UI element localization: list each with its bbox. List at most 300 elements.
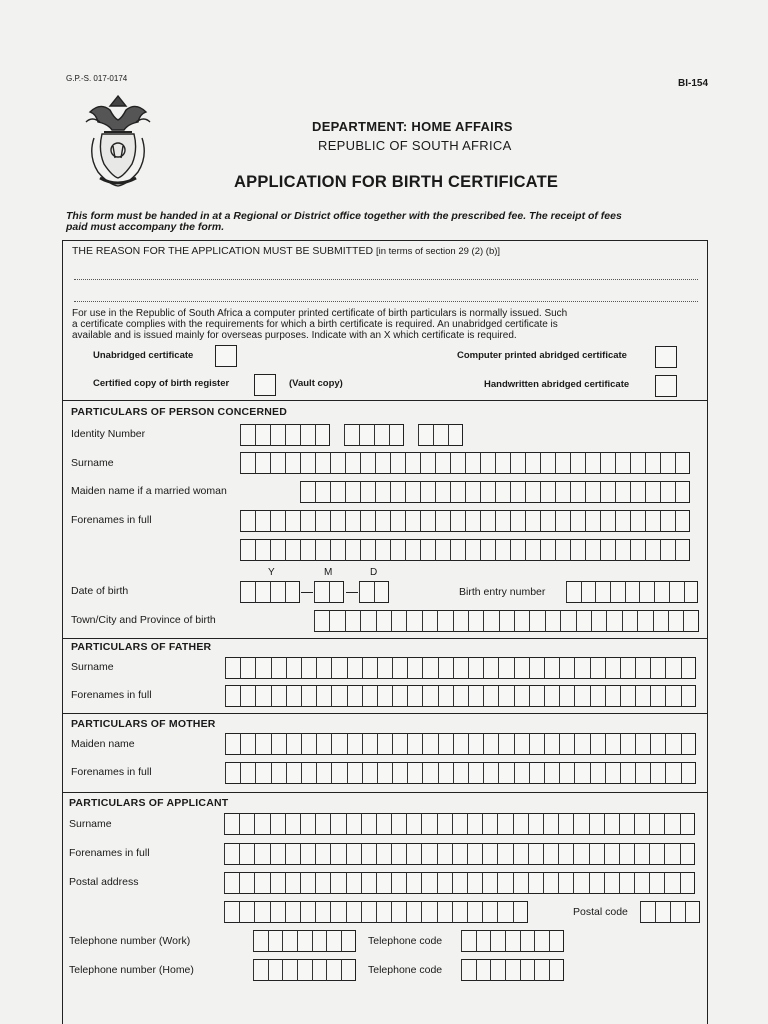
character-box[interactable] xyxy=(483,762,498,784)
character-box[interactable] xyxy=(683,610,698,632)
character-box[interactable] xyxy=(453,762,468,784)
character-box[interactable] xyxy=(660,539,675,561)
character-box[interactable] xyxy=(576,610,591,632)
character-box[interactable] xyxy=(555,510,570,532)
character-box[interactable] xyxy=(510,510,525,532)
father-forenames-field[interactable] xyxy=(225,685,696,707)
character-box[interactable] xyxy=(300,424,315,446)
character-box[interactable] xyxy=(585,481,600,503)
character-box[interactable] xyxy=(271,762,286,784)
character-box[interactable] xyxy=(341,959,356,981)
character-box[interactable] xyxy=(374,424,389,446)
character-box[interactable] xyxy=(405,539,420,561)
character-box[interactable] xyxy=(540,510,555,532)
character-box[interactable] xyxy=(326,959,341,981)
character-box[interactable] xyxy=(665,685,680,707)
character-box[interactable] xyxy=(468,762,483,784)
character-box[interactable] xyxy=(437,872,452,894)
unabridged-checkbox[interactable] xyxy=(215,345,237,367)
character-box[interactable] xyxy=(573,813,588,835)
character-box[interactable] xyxy=(498,762,513,784)
character-box[interactable] xyxy=(392,685,407,707)
character-box[interactable] xyxy=(559,762,574,784)
character-box[interactable] xyxy=(435,510,450,532)
postal-code-field[interactable] xyxy=(640,901,700,923)
character-box[interactable] xyxy=(574,733,589,755)
character-box[interactable] xyxy=(468,657,483,679)
character-box[interactable] xyxy=(505,930,520,952)
character-box[interactable] xyxy=(330,510,345,532)
character-box[interactable] xyxy=(482,813,497,835)
character-box[interactable] xyxy=(525,539,540,561)
character-box[interactable] xyxy=(510,481,525,503)
character-box[interactable] xyxy=(390,510,405,532)
character-box[interactable] xyxy=(407,657,422,679)
character-box[interactable] xyxy=(634,813,649,835)
character-box[interactable] xyxy=(255,581,270,603)
character-box[interactable] xyxy=(301,733,316,755)
character-box[interactable] xyxy=(300,539,315,561)
character-box[interactable] xyxy=(300,843,315,865)
character-box[interactable] xyxy=(362,685,377,707)
character-box[interactable] xyxy=(347,733,362,755)
character-box[interactable] xyxy=(362,733,377,755)
character-box[interactable] xyxy=(239,843,254,865)
character-box[interactable] xyxy=(465,510,480,532)
character-box[interactable] xyxy=(240,581,255,603)
character-box[interactable] xyxy=(528,843,543,865)
character-box[interactable] xyxy=(422,733,437,755)
character-box[interactable] xyxy=(555,452,570,474)
character-box[interactable] xyxy=(315,843,330,865)
character-box[interactable] xyxy=(453,733,468,755)
character-box[interactable] xyxy=(330,901,345,923)
character-box[interactable] xyxy=(498,733,513,755)
character-box[interactable] xyxy=(312,930,327,952)
character-box[interactable] xyxy=(610,581,625,603)
character-box[interactable] xyxy=(664,872,679,894)
character-box[interactable] xyxy=(437,813,452,835)
character-box[interactable] xyxy=(375,539,390,561)
character-box[interactable] xyxy=(268,959,283,981)
character-box[interactable] xyxy=(453,685,468,707)
character-box[interactable] xyxy=(505,959,520,981)
character-box[interactable] xyxy=(285,510,300,532)
character-box[interactable] xyxy=(347,685,362,707)
character-box[interactable] xyxy=(392,762,407,784)
character-box[interactable] xyxy=(497,872,512,894)
character-box[interactable] xyxy=(300,510,315,532)
character-box[interactable] xyxy=(513,901,528,923)
character-box[interactable] xyxy=(438,657,453,679)
character-box[interactable] xyxy=(589,872,604,894)
character-box[interactable] xyxy=(286,685,301,707)
character-box[interactable] xyxy=(314,581,329,603)
character-box[interactable] xyxy=(422,610,437,632)
character-box[interactable] xyxy=(590,685,605,707)
character-box[interactable] xyxy=(329,610,344,632)
character-box[interactable] xyxy=(345,481,360,503)
person-forenames-field-1[interactable] xyxy=(240,510,690,532)
character-box[interactable] xyxy=(375,510,390,532)
character-box[interactable] xyxy=(495,452,510,474)
character-box[interactable] xyxy=(359,581,374,603)
identity-number-part1[interactable] xyxy=(240,424,330,446)
character-box[interactable] xyxy=(253,959,268,981)
character-box[interactable] xyxy=(543,872,558,894)
character-box[interactable] xyxy=(514,733,529,755)
character-box[interactable] xyxy=(255,685,270,707)
character-box[interactable] xyxy=(665,657,680,679)
character-box[interactable] xyxy=(346,872,361,894)
identity-number-part2[interactable] xyxy=(344,424,404,446)
character-box[interactable] xyxy=(639,581,654,603)
reason-line-2[interactable] xyxy=(74,301,698,302)
character-box[interactable] xyxy=(407,685,422,707)
character-box[interactable] xyxy=(347,762,362,784)
character-box[interactable] xyxy=(450,510,465,532)
person-maiden-name-field[interactable] xyxy=(300,481,690,503)
character-box[interactable] xyxy=(315,539,330,561)
character-box[interactable] xyxy=(331,657,346,679)
character-box[interactable] xyxy=(422,762,437,784)
character-box[interactable] xyxy=(240,685,255,707)
character-box[interactable] xyxy=(345,452,360,474)
character-box[interactable] xyxy=(360,452,375,474)
character-box[interactable] xyxy=(315,481,330,503)
postal-address-field-1[interactable] xyxy=(224,872,695,894)
character-box[interactable] xyxy=(452,872,467,894)
character-box[interactable] xyxy=(675,510,690,532)
character-box[interactable] xyxy=(345,510,360,532)
character-box[interactable] xyxy=(438,733,453,755)
character-box[interactable] xyxy=(468,685,483,707)
character-box[interactable] xyxy=(255,539,270,561)
character-box[interactable] xyxy=(585,510,600,532)
character-box[interactable] xyxy=(389,424,404,446)
character-box[interactable] xyxy=(315,901,330,923)
character-box[interactable] xyxy=(360,610,375,632)
character-box[interactable] xyxy=(345,610,360,632)
character-box[interactable] xyxy=(452,901,467,923)
character-box[interactable] xyxy=(680,872,695,894)
character-box[interactable] xyxy=(467,901,482,923)
character-box[interactable] xyxy=(315,424,330,446)
character-box[interactable] xyxy=(438,762,453,784)
character-box[interactable] xyxy=(555,539,570,561)
character-box[interactable] xyxy=(684,581,699,603)
character-box[interactable] xyxy=(406,901,421,923)
character-box[interactable] xyxy=(681,685,696,707)
character-box[interactable] xyxy=(630,539,645,561)
character-box[interactable] xyxy=(253,930,268,952)
character-box[interactable] xyxy=(286,733,301,755)
character-box[interactable] xyxy=(465,539,480,561)
character-box[interactable] xyxy=(435,539,450,561)
character-box[interactable] xyxy=(316,685,331,707)
character-box[interactable] xyxy=(240,657,255,679)
character-box[interactable] xyxy=(619,872,634,894)
character-box[interactable] xyxy=(461,959,476,981)
character-box[interactable] xyxy=(570,510,585,532)
character-box[interactable] xyxy=(660,481,675,503)
character-box[interactable] xyxy=(347,657,362,679)
character-box[interactable] xyxy=(225,762,240,784)
character-box[interactable] xyxy=(528,813,543,835)
character-box[interactable] xyxy=(529,733,544,755)
character-box[interactable] xyxy=(360,510,375,532)
character-box[interactable] xyxy=(595,581,610,603)
character-box[interactable] xyxy=(490,959,505,981)
character-box[interactable] xyxy=(615,452,630,474)
tel-work-code-field[interactable] xyxy=(461,930,564,952)
character-box[interactable] xyxy=(360,481,375,503)
character-box[interactable] xyxy=(510,452,525,474)
character-box[interactable] xyxy=(448,424,463,446)
character-box[interactable] xyxy=(604,813,619,835)
computer-printed-checkbox[interactable] xyxy=(655,346,677,368)
character-box[interactable] xyxy=(654,581,669,603)
character-box[interactable] xyxy=(528,872,543,894)
character-box[interactable] xyxy=(301,657,316,679)
character-box[interactable] xyxy=(604,872,619,894)
character-box[interactable] xyxy=(645,510,660,532)
character-box[interactable] xyxy=(590,657,605,679)
character-box[interactable] xyxy=(467,813,482,835)
character-box[interactable] xyxy=(600,539,615,561)
character-box[interactable] xyxy=(286,657,301,679)
character-box[interactable] xyxy=(391,610,406,632)
character-box[interactable] xyxy=(240,762,255,784)
character-box[interactable] xyxy=(437,610,452,632)
character-box[interactable] xyxy=(285,813,300,835)
character-box[interactable] xyxy=(681,657,696,679)
character-box[interactable] xyxy=(452,813,467,835)
character-box[interactable] xyxy=(544,657,559,679)
character-box[interactable] xyxy=(543,843,558,865)
character-box[interactable] xyxy=(453,610,468,632)
character-box[interactable] xyxy=(254,843,269,865)
character-box[interactable] xyxy=(315,872,330,894)
character-box[interactable] xyxy=(513,843,528,865)
character-box[interactable] xyxy=(376,610,391,632)
character-box[interactable] xyxy=(300,481,315,503)
character-box[interactable] xyxy=(482,872,497,894)
character-box[interactable] xyxy=(297,930,312,952)
character-box[interactable] xyxy=(391,901,406,923)
character-box[interactable] xyxy=(239,901,254,923)
character-box[interactable] xyxy=(585,539,600,561)
character-box[interactable] xyxy=(529,657,544,679)
character-box[interactable] xyxy=(555,481,570,503)
person-surname-field[interactable] xyxy=(240,452,690,474)
character-box[interactable] xyxy=(495,481,510,503)
character-box[interactable] xyxy=(240,510,255,532)
character-box[interactable] xyxy=(255,452,270,474)
character-box[interactable] xyxy=(254,872,269,894)
character-box[interactable] xyxy=(559,657,574,679)
character-box[interactable] xyxy=(405,452,420,474)
character-box[interactable] xyxy=(650,733,665,755)
character-box[interactable] xyxy=(483,657,498,679)
character-box[interactable] xyxy=(664,843,679,865)
character-box[interactable] xyxy=(558,843,573,865)
character-box[interactable] xyxy=(268,930,283,952)
character-box[interactable] xyxy=(615,481,630,503)
postal-address-field-2[interactable] xyxy=(224,901,528,923)
character-box[interactable] xyxy=(270,901,285,923)
character-box[interactable] xyxy=(490,930,505,952)
character-box[interactable] xyxy=(326,930,341,952)
character-box[interactable] xyxy=(390,481,405,503)
character-box[interactable] xyxy=(645,539,660,561)
character-box[interactable] xyxy=(514,685,529,707)
character-box[interactable] xyxy=(625,581,640,603)
character-box[interactable] xyxy=(649,813,664,835)
character-box[interactable] xyxy=(225,733,240,755)
character-box[interactable] xyxy=(498,685,513,707)
character-box[interactable] xyxy=(330,452,345,474)
character-box[interactable] xyxy=(360,539,375,561)
character-box[interactable] xyxy=(655,901,670,923)
character-box[interactable] xyxy=(285,424,300,446)
character-box[interactable] xyxy=(480,539,495,561)
character-box[interactable] xyxy=(239,872,254,894)
character-box[interactable] xyxy=(422,685,437,707)
character-box[interactable] xyxy=(330,481,345,503)
character-box[interactable] xyxy=(476,959,491,981)
character-box[interactable] xyxy=(285,581,300,603)
character-box[interactable] xyxy=(421,901,436,923)
character-box[interactable] xyxy=(620,657,635,679)
character-box[interactable] xyxy=(529,762,544,784)
character-box[interactable] xyxy=(301,685,316,707)
dob-month-field[interactable] xyxy=(314,581,344,603)
character-box[interactable] xyxy=(483,610,498,632)
father-surname-field[interactable] xyxy=(225,657,696,679)
character-box[interactable] xyxy=(239,813,254,835)
character-box[interactable] xyxy=(574,657,589,679)
character-box[interactable] xyxy=(570,539,585,561)
character-box[interactable] xyxy=(520,959,535,981)
character-box[interactable] xyxy=(453,657,468,679)
character-box[interactable] xyxy=(345,539,360,561)
character-box[interactable] xyxy=(590,733,605,755)
character-box[interactable] xyxy=(634,872,649,894)
character-box[interactable] xyxy=(525,452,540,474)
character-box[interactable] xyxy=(669,581,684,603)
character-box[interactable] xyxy=(420,452,435,474)
birth-entry-number-field[interactable] xyxy=(566,581,698,603)
character-box[interactable] xyxy=(606,610,621,632)
character-box[interactable] xyxy=(465,452,480,474)
character-box[interactable] xyxy=(605,657,620,679)
character-box[interactable] xyxy=(637,610,652,632)
character-box[interactable] xyxy=(406,813,421,835)
character-box[interactable] xyxy=(314,610,329,632)
character-box[interactable] xyxy=(680,843,695,865)
dob-year-field[interactable] xyxy=(240,581,300,603)
character-box[interactable] xyxy=(282,930,297,952)
character-box[interactable] xyxy=(653,610,668,632)
character-box[interactable] xyxy=(543,813,558,835)
character-box[interactable] xyxy=(270,510,285,532)
character-box[interactable] xyxy=(461,930,476,952)
character-box[interactable] xyxy=(362,657,377,679)
character-box[interactable] xyxy=(513,872,528,894)
character-box[interactable] xyxy=(645,481,660,503)
character-box[interactable] xyxy=(377,657,392,679)
character-box[interactable] xyxy=(346,813,361,835)
character-box[interactable] xyxy=(574,762,589,784)
character-box[interactable] xyxy=(285,901,300,923)
character-box[interactable] xyxy=(619,843,634,865)
identity-number-part3[interactable] xyxy=(418,424,463,446)
character-box[interactable] xyxy=(331,733,346,755)
character-box[interactable] xyxy=(421,872,436,894)
character-box[interactable] xyxy=(255,657,270,679)
character-box[interactable] xyxy=(407,733,422,755)
character-box[interactable] xyxy=(680,813,695,835)
character-box[interactable] xyxy=(240,733,255,755)
character-box[interactable] xyxy=(346,901,361,923)
character-box[interactable] xyxy=(649,843,664,865)
character-box[interactable] xyxy=(558,872,573,894)
character-box[interactable] xyxy=(406,610,421,632)
character-box[interactable] xyxy=(497,901,512,923)
character-box[interactable] xyxy=(255,733,270,755)
character-box[interactable] xyxy=(316,762,331,784)
character-box[interactable] xyxy=(450,539,465,561)
character-box[interactable] xyxy=(418,424,433,446)
character-box[interactable] xyxy=(514,610,529,632)
character-box[interactable] xyxy=(391,872,406,894)
character-box[interactable] xyxy=(549,959,564,981)
character-box[interactable] xyxy=(300,872,315,894)
character-box[interactable] xyxy=(392,733,407,755)
character-box[interactable] xyxy=(549,930,564,952)
character-box[interactable] xyxy=(361,872,376,894)
tel-home-field[interactable] xyxy=(253,959,356,981)
character-box[interactable] xyxy=(255,424,270,446)
character-box[interactable] xyxy=(570,481,585,503)
character-box[interactable] xyxy=(640,901,655,923)
character-box[interactable] xyxy=(254,901,269,923)
character-box[interactable] xyxy=(224,901,239,923)
character-box[interactable] xyxy=(270,872,285,894)
character-box[interactable] xyxy=(635,657,650,679)
character-box[interactable] xyxy=(468,610,483,632)
character-box[interactable] xyxy=(300,452,315,474)
character-box[interactable] xyxy=(450,452,465,474)
character-box[interactable] xyxy=(285,843,300,865)
character-box[interactable] xyxy=(559,733,574,755)
character-box[interactable] xyxy=(270,813,285,835)
character-box[interactable] xyxy=(435,481,450,503)
character-box[interactable] xyxy=(421,843,436,865)
character-box[interactable] xyxy=(665,733,680,755)
applicant-surname-field[interactable] xyxy=(224,813,695,835)
character-box[interactable] xyxy=(422,657,437,679)
tel-work-field[interactable] xyxy=(253,930,356,952)
character-box[interactable] xyxy=(315,510,330,532)
character-box[interactable] xyxy=(540,539,555,561)
character-box[interactable] xyxy=(590,762,605,784)
character-box[interactable] xyxy=(344,424,359,446)
character-box[interactable] xyxy=(390,539,405,561)
character-box[interactable] xyxy=(301,762,316,784)
character-box[interactable] xyxy=(374,581,389,603)
